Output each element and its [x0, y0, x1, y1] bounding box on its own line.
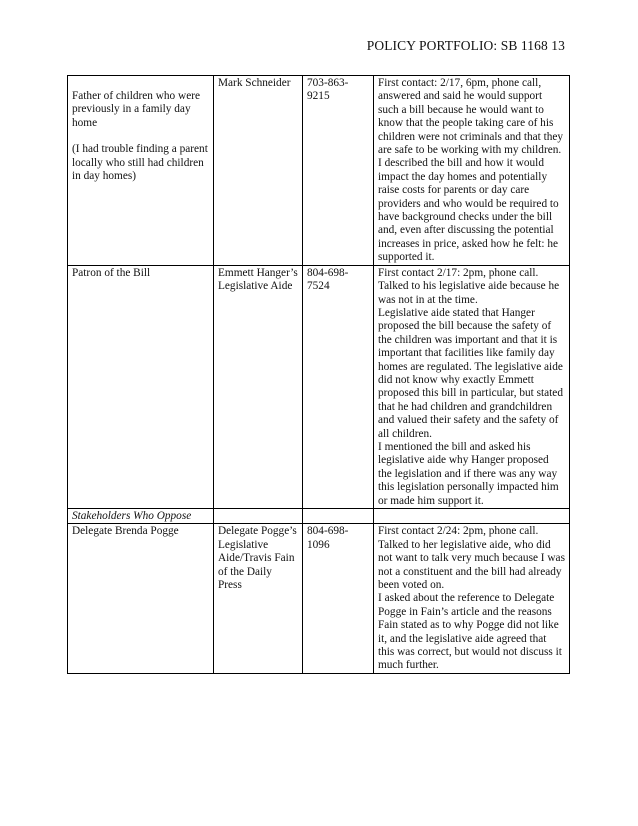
- notes-cell: First contact 2/24: 2pm, phone call. Talked to her legislative aide, who did not want to talk very much because I was not a constituent and the bill had already been voted on. I asked about the reference to Delegate Pogge in Fain’s article and the reasons Fain stated as to why Pogge did not like it, and the legislative aide agreed that this was correct, but would not discuss it much further.: [374, 524, 570, 673]
- stakeholder-cell: [68, 76, 214, 266]
- table-row: [68, 524, 570, 673]
- phone-cell: 804-698- 1096: [303, 524, 374, 673]
- contact-cell: Emmett Hanger’s Legislative Aide: [214, 265, 303, 508]
- table-row: [68, 76, 570, 266]
- empty-cell: [214, 509, 303, 524]
- stakeholder-cell: Patron of the Bill: [68, 265, 214, 508]
- section-row: [68, 509, 570, 524]
- notes-cell: First contact 2/17: 2pm, phone call. Talked to his legislative aide because he was not in at the time. Legislative aide stated that Hanger proposed the bill because the safety of the children was important and that it is important that facilities like family day homes are regulated. The legislative aide did not know why exactly Emmett proposed this bill in particular, but stated that he had children and grandchildren and valued their safety and the safety of all children. I mentioned the bill and asked his legislative aide why Hanger proposed the legislation and if there was any way this legislation personally impacted him or made him support it.: [374, 265, 570, 508]
- contact-cell: Mark Schneider: [214, 76, 303, 266]
- stakeholder-cell: Delegate Brenda Pogge: [68, 524, 214, 673]
- table-row: [68, 265, 570, 508]
- stakeholder-note: (I had trouble finding a parent locally who still had children in day homes): [72, 143, 208, 183]
- stakeholder-name: Father of children who were previously in a family day home: [72, 90, 200, 129]
- notes-cell: First contact: 2/17, 6pm, phone call, answered and said he would support such a bill because he would want to know that the people taking care of his children were not criminals and that they are safe to be working with my children. I described the bill and how it would impact the day homes and potentially raise costs for parents or day care providers and who would be required to have background checks under the bill and, even after discussing the potential increases in price, asked how he felt: he supported it.: [374, 76, 570, 266]
- stakeholder-table: [67, 75, 570, 674]
- page-header: POLICY PORTFOLIO: SB 1168 13: [366, 38, 565, 53]
- empty-cell: [374, 509, 570, 524]
- empty-cell: [303, 509, 374, 524]
- phone-cell: 804-698- 7524: [303, 265, 374, 508]
- phone-cell: 703-863- 9215: [303, 76, 374, 266]
- contact-cell: Delegate Pogge’s Legislative Aide/Travis Fain of the Daily Press: [214, 524, 303, 673]
- section-heading: Stakeholders Who Oppose: [68, 509, 214, 524]
